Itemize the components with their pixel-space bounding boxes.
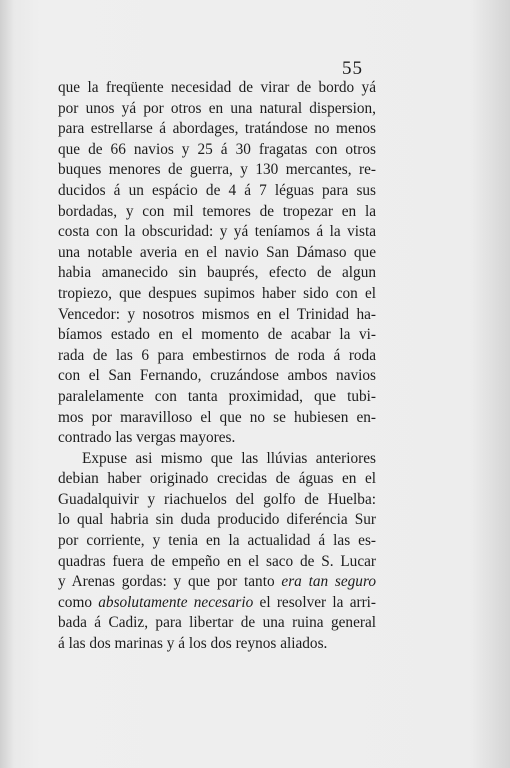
text-line: que de 66 navios y 25 á 30 fragatas con otros — [58, 140, 376, 158]
text-run: como — [58, 593, 92, 611]
text-line: Vencedor: y nosotros mismos en el Trinidad ha- — [58, 305, 376, 323]
italic-text: absolutamente necesario — [98, 593, 254, 611]
text-line: quadras fuera de empeño en el saco de S. Lucar — [58, 552, 376, 570]
paragraph-2 — [58, 449, 376, 655]
text-line: bada á Cadiz, para libertar de una ruina general — [58, 614, 376, 632]
italic-text: era tan seguro — [281, 573, 376, 591]
text-line — [58, 593, 376, 614]
text-line: contrado las vergas mayores. — [58, 429, 236, 447]
text-line: debian haber originado crecidas de águas en el — [58, 470, 376, 488]
page-number: 55 — [342, 58, 363, 79]
text-line: tropiezo, que despues supimos haber sido con el — [58, 284, 376, 302]
text-line: que la freqüente necesidad de virar de bordo yá — [58, 79, 376, 96]
text-line: lo qual habria sin duda producido diferéncia Sur — [58, 511, 376, 529]
text-line: mos por maravilloso el que no se hubiesen en- — [58, 408, 376, 426]
text-line: costa con la obscuridad: y yá teníamos á la vista — [58, 223, 376, 241]
text-run: el resolver la arri- — [259, 593, 377, 611]
text-line: Expuse asi mismo que las llúvias anteriores — [82, 449, 376, 467]
text-line: Guadalquivir y riachuelos del golfo de Huelba: — [58, 490, 376, 508]
text-line: paralelamente con tanta proximidad, que tubi- — [58, 387, 376, 405]
text-line: habia amanecido sin bauprés, efecto de algun — [58, 264, 376, 282]
text-line: rada de las 6 para embestirnos de roda á roda — [58, 346, 376, 364]
text-run: y Arenas gordas: y que por tanto — [58, 573, 275, 591]
body-text — [58, 78, 376, 655]
text-line: buques menores de guerra, y 130 mercantes, re- — [58, 161, 376, 179]
text-line: con el San Fernando, cruzándose ambos navios — [58, 367, 376, 385]
text-line: á las dos marinas y á los dos reynos aliados. — [58, 635, 328, 653]
text-line — [58, 572, 376, 593]
text-line: para estrellarse á abordages, tratándose no menos — [58, 120, 376, 138]
text-line: por corriente, y tenia en la actualidad á las es- — [58, 532, 376, 550]
text-line: por unos yá por otros en una natural dispersion, — [58, 99, 376, 117]
text-line: bordadas, y con mil temores de tropezar en la — [58, 202, 376, 220]
paragraph-1 — [58, 78, 376, 449]
text-line: una notable averia en el navio San Dámaso que — [58, 243, 376, 261]
text-line: ducidos á un espácio de 4 á 7 léguas para sus — [58, 181, 376, 199]
text-line: bíamos estado en el momento de acabar la vi- — [58, 326, 376, 344]
